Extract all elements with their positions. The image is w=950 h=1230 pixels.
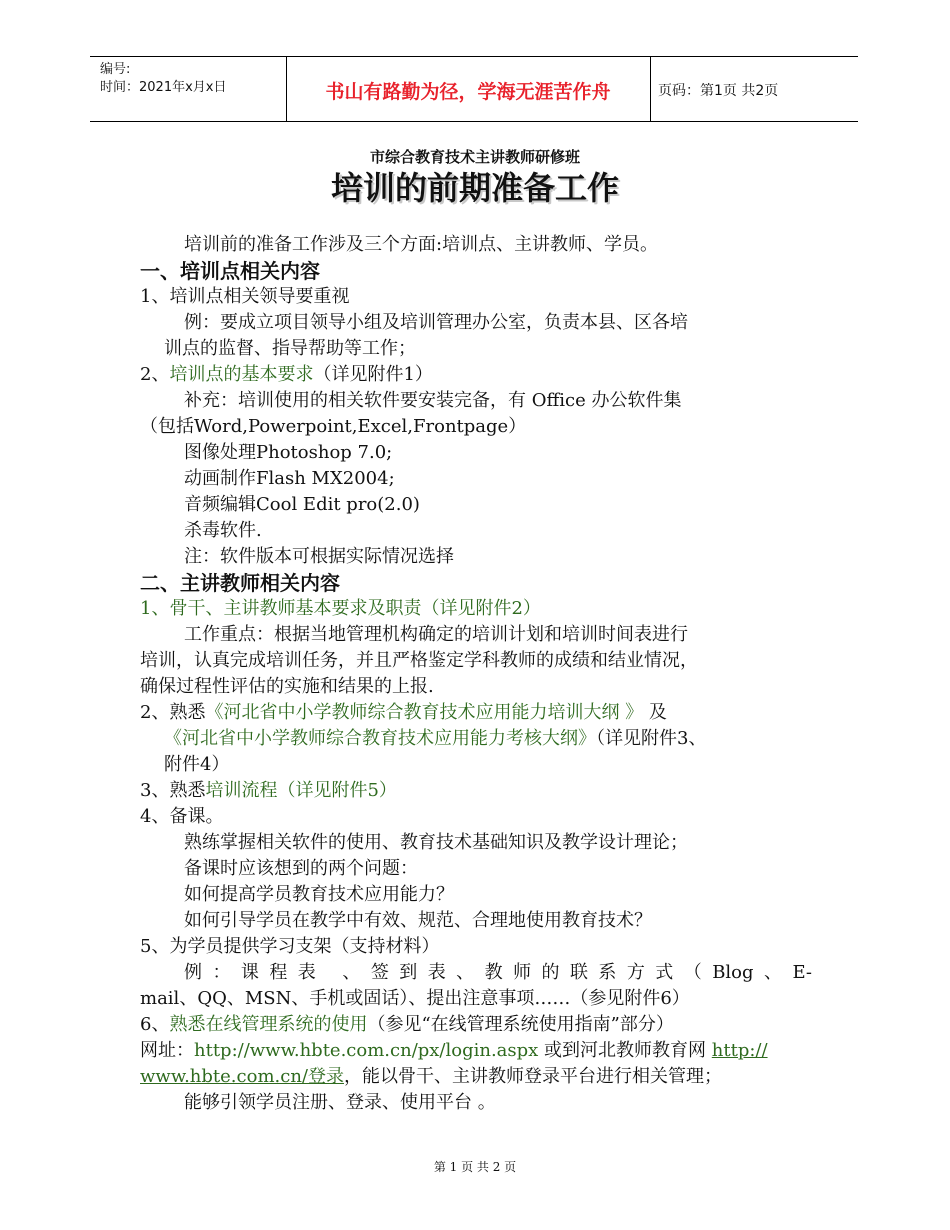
header-divider	[650, 57, 651, 121]
intro-paragraph: 培训前的准备工作涉及三个方面:培训点、主讲教师、学员。	[184, 234, 659, 255]
item-text: 3、熟悉	[140, 780, 206, 801]
software-item: 音频编辑Cool Edit pro(2.0)	[184, 494, 420, 515]
header-meta	[100, 61, 226, 97]
document-subtitle: 市综合教育技术主讲教师研修班	[369, 148, 580, 166]
website-line-cont	[140, 1064, 812, 1090]
section2-item2-cont	[140, 726, 812, 752]
document-body	[140, 232, 812, 1116]
software-supplement-cont: （包括Word,Powerpoint,Excel,Frontpage）	[140, 416, 527, 437]
item-note: （详见附件1）	[313, 364, 433, 385]
item-text: 2、熟悉	[140, 702, 206, 723]
document-number-label: 编号:	[100, 62, 131, 77]
section1-item1-example-cont: 训点的监督、指导帮助等工作；	[164, 338, 416, 359]
work-focus-cont: 培训，认真完成培训任务，并且严格鉴定学科教师的成绩和结业情况，	[140, 650, 698, 671]
prep-item: 如何引导学员在教学中有效、规范、合理地使用教育技术？	[184, 910, 652, 931]
software-item: 动画制作Flash MX2004;	[184, 468, 395, 489]
page-footer: 第 1 页 共 2 页	[433, 1160, 517, 1174]
url-text: 或到河北教师教育网	[538, 1040, 712, 1061]
basic-requirements-link[interactable]: 培训点的基本要求	[169, 364, 314, 385]
section1-item2	[140, 362, 812, 388]
document-title: 培训的前期准备工作	[330, 169, 619, 207]
item-text: 及	[648, 702, 667, 723]
software-note: 注：软件版本可根据实际情况选择	[184, 546, 454, 567]
item-note: （参见“在线管理系统使用指南”部分）	[367, 1014, 674, 1035]
section2-item3	[140, 778, 812, 804]
training-outline-link[interactable]: 《河北省中小学教师综合教育技术应用能力培训大纲 》	[205, 702, 644, 723]
hbte-url-link[interactable]: http://	[711, 1040, 768, 1061]
prep-item: 备课时应该想到的两个问题：	[184, 858, 418, 879]
prep-item: 如何提高学员教育技术应用能力？	[184, 884, 454, 905]
item-number: 6、	[140, 1014, 170, 1035]
section2-heading: 二、主讲教师相关内容	[140, 571, 340, 595]
support-materials-example-cont: mail、QQ、MSN、手机或固话）、提出注意事项……（参见附件6）	[140, 988, 690, 1009]
closing-line: 能够引领学员注册、登录、使用平台 。	[184, 1092, 496, 1113]
software-item: 图像处理Photoshop 7.0;	[184, 442, 393, 463]
url-text: ，能以骨干、主讲教师登录平台进行相关管理；	[343, 1066, 722, 1087]
page-header	[90, 56, 858, 122]
prep-item: 熟练掌握相关软件的使用、教育技术基础知识及教学设计理论；	[184, 832, 688, 853]
assessment-outline-link[interactable]: 《河北省中小学教师综合教育技术应用能力考核大纲》	[164, 728, 596, 749]
section2-item2	[140, 700, 812, 726]
login-url-link[interactable]: http://www.hbte.com.cn/px/login.aspx	[194, 1040, 539, 1061]
item-note: （详见附件3、	[596, 728, 707, 749]
support-materials-example: 例：课程表 、签到表、教师的联系方式（Blog、E-	[184, 962, 812, 983]
section1-item1: 1、培训点相关领导要重视	[140, 286, 350, 307]
teacher-requirements-link[interactable]: 1、骨干、主讲教师基本要求及职责（详见附件2）	[140, 598, 541, 619]
online-system-link[interactable]: 熟悉在线管理系统的使用	[169, 1014, 368, 1035]
training-process-link[interactable]: 培训流程（详见附件5）	[205, 780, 397, 801]
section2-item6	[140, 1012, 812, 1038]
section1-heading: 一、培训点相关内容	[140, 259, 320, 283]
software-supplement: 补充：培训使用的相关软件要安装完备，有 Office 办公软件集	[184, 390, 682, 411]
section2-item2-cont: 附件4）	[164, 754, 230, 775]
work-focus-cont: 确保过程性评估的实施和结果的上报.	[140, 676, 434, 697]
document-time-label: 时间：2021年x月x日	[100, 80, 227, 95]
hbte-login-link[interactable]: www.hbte.com.cn/登录	[140, 1066, 344, 1087]
work-focus: 工作重点：根据当地管理机构确定的培训计划和培训时间表进行	[184, 624, 688, 645]
header-motto: 书山有路勤为径，学海无涯苦作舟	[325, 80, 611, 103]
header-page-info: 页码：第1页 共2页	[658, 83, 779, 99]
software-item: 杀毒软件.	[184, 520, 262, 541]
url-label: 网址：	[140, 1040, 194, 1061]
item-number: 2、	[140, 364, 170, 385]
section2-item4: 4、备课。	[140, 806, 224, 827]
section1-item1-example: 例：要成立项目领导小组及培训管理办公室，负责本县、区各培	[184, 312, 688, 333]
section2-item5: 5、为学员提供学习支架（支持材料）	[140, 936, 440, 957]
website-line	[140, 1038, 812, 1064]
